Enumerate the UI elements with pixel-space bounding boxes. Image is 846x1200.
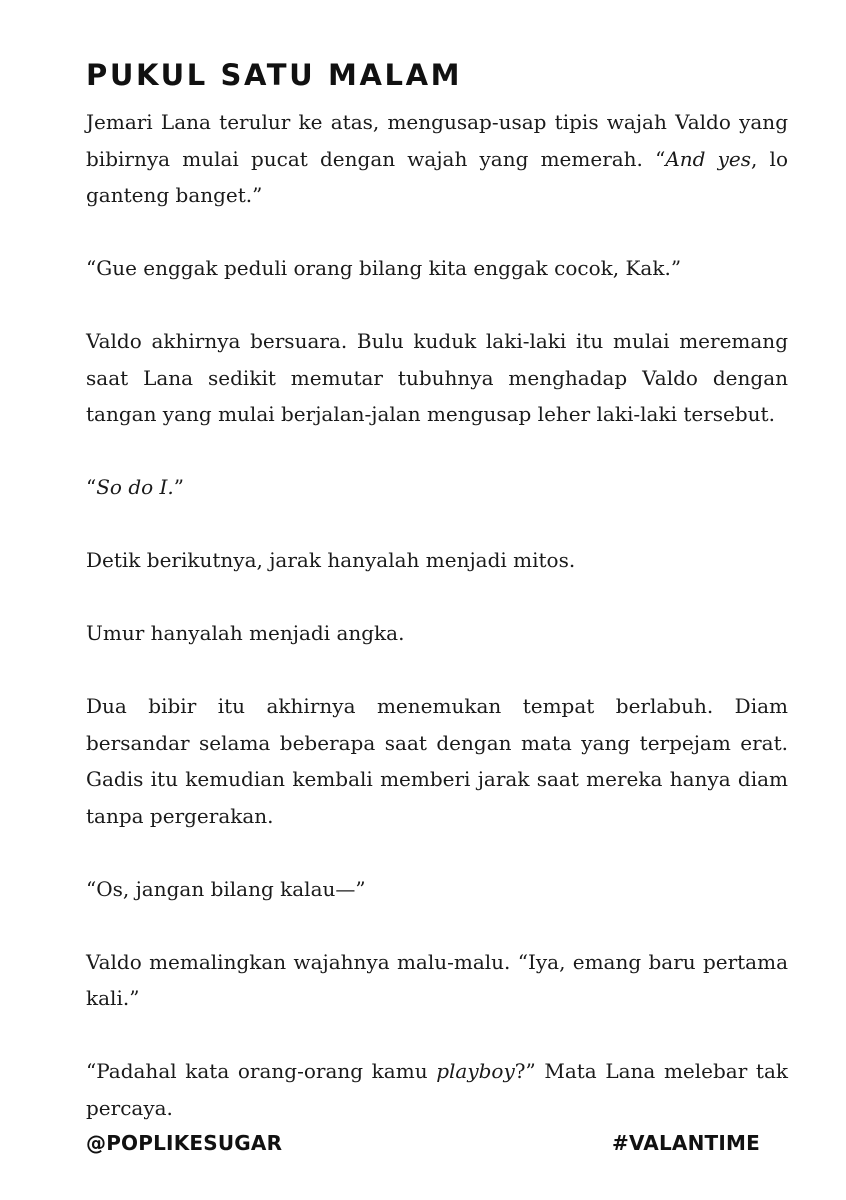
paragraph-text: ?” Mata Lana melebar tak percaya. (86, 1059, 788, 1120)
paragraph (86, 469, 788, 506)
paragraph (86, 323, 788, 433)
hashtag-label: #VALANTIME (612, 1131, 760, 1155)
author-handle: @POPLIKESUGAR (86, 1131, 283, 1155)
paragraph (86, 104, 788, 214)
paragraph-text: Jemari Lana terulur ke atas, mengusap-usap tipis wajah Valdo yang bibirnya mulai pucat dengan wajah yang memerah. “ (86, 110, 788, 171)
italic-text: So do I. (96, 475, 174, 499)
paragraph (86, 871, 788, 908)
paragraph (86, 615, 788, 652)
paragraph-text: Detik berikutnya, jarak hanyalah menjadi mitos. (86, 548, 576, 572)
italic-text: playboy (436, 1059, 515, 1083)
paragraph-text: Valdo memalingkan wajahnya malu-malu. “Iya, emang baru pertama kali.” (86, 949, 788, 1010)
chapter-title: PUKUL SATU MALAM (86, 58, 463, 92)
paragraph (86, 250, 788, 287)
paragraph-text: Dua bibir itu akhirnya menemukan tempat berlabuh. Diam bersandar selama beberapa saat dengan mata yang terpejam erat. Gadis itu kemudian kembali memberi jarak saat mereka hanya diam tanpa pergerakan. (86, 694, 788, 828)
paragraph-text: Valdo akhirnya bersuara. Bulu kuduk laki-laki itu mulai meremang saat Lana sedikit memutar tubuhnya menghadap Valdo dengan tangan yang mulai berjalan-jalan mengusap leher laki-laki tersebut. (86, 329, 788, 426)
paragraph-text: , lo ganteng banget.” (86, 146, 788, 207)
paragraph (86, 944, 788, 1017)
paragraph-text: “Padahal kata orang-orang kamu (86, 1059, 437, 1083)
paragraph-text: Umur hanyalah menjadi angka. (86, 621, 405, 645)
paragraph (86, 688, 788, 834)
paragraph-text: “Gue enggak peduli orang bilang kita enggak cocok, Kak.” (86, 256, 682, 280)
story-body (86, 104, 788, 1126)
paragraph (86, 542, 788, 579)
paragraph-text: ” (173, 475, 185, 499)
paragraph-text: “ (86, 475, 97, 499)
italic-text: And yes (665, 146, 752, 171)
paragraph (86, 1053, 788, 1126)
paragraph-text: “Os, jangan bilang kalau—” (86, 876, 366, 901)
